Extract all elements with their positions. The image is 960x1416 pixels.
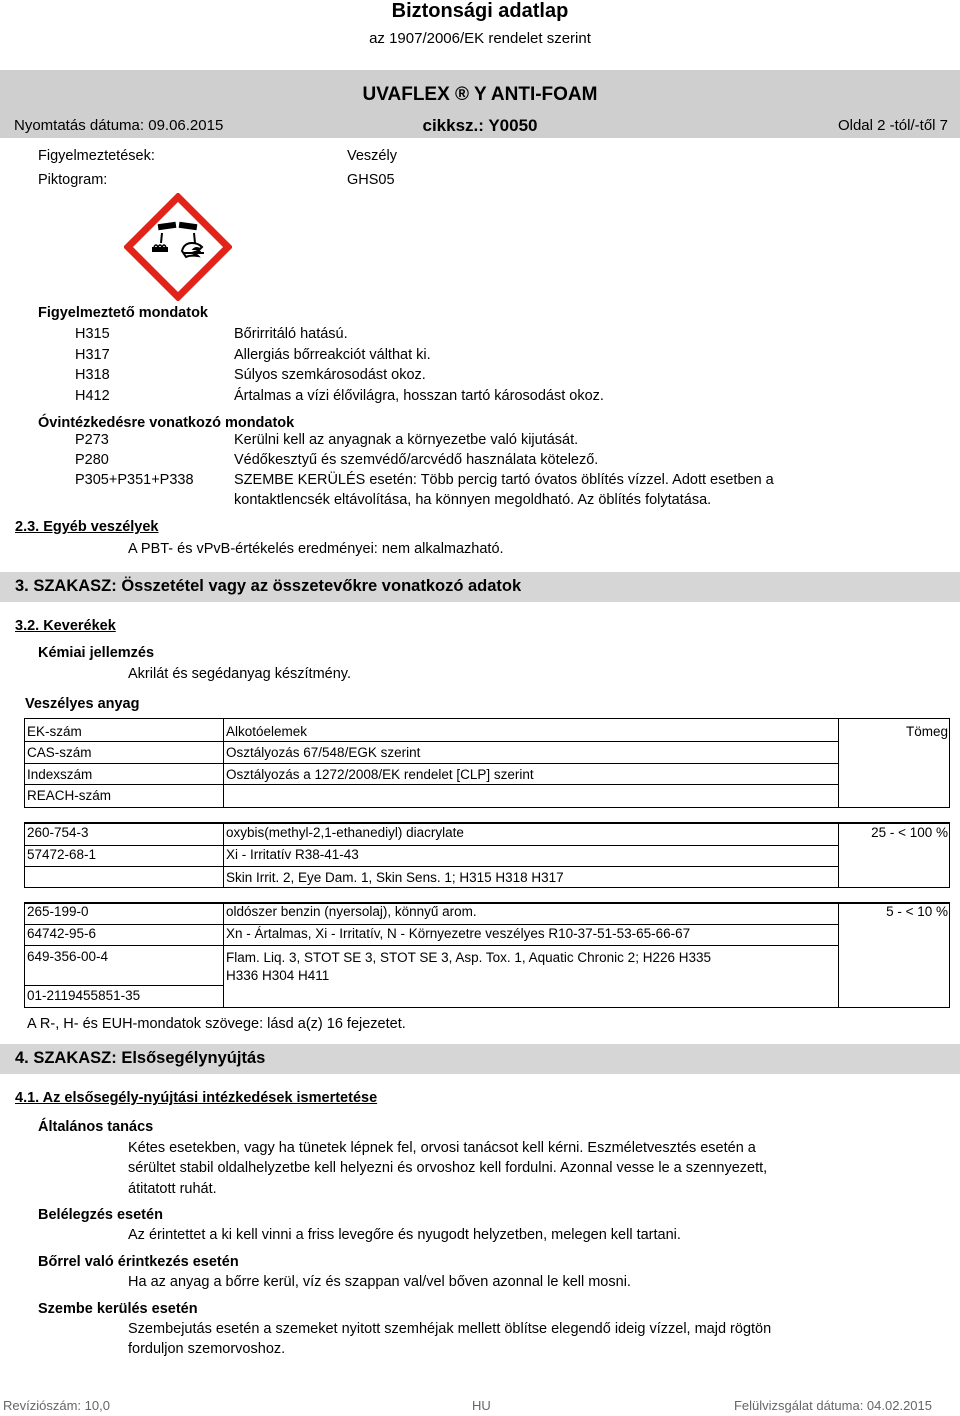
header-row-divider xyxy=(24,784,224,785)
print-date: Nyomtatás dátuma: 09.06.2015 xyxy=(14,117,224,134)
row1-cas-number: 57472-68-1 xyxy=(27,847,97,862)
row1-mass: 25 - < 100 % xyxy=(871,825,948,840)
eye-contact-title: Szembe kerülés esetén xyxy=(38,1301,198,1317)
language-code: HU xyxy=(472,1398,491,1413)
hazard-code: H315 xyxy=(75,326,110,342)
hazard-text: Allergiás bőrreakciót válthat ki. xyxy=(234,347,431,363)
eye-contact-line: forduljon szemorvoshoz. xyxy=(128,1341,286,1357)
row1-divider xyxy=(24,845,839,846)
header-ec-number: EK-szám xyxy=(27,724,82,739)
row2-ec-number: 265-199-0 xyxy=(27,904,89,919)
header-mass: Tömeg xyxy=(905,724,948,739)
precautionary-title: Óvintézkedésre vonatkozó mondatok xyxy=(38,415,295,431)
pictogram-label: Piktogram: xyxy=(38,172,108,188)
mixtures-title: 3.2. Keverékek xyxy=(15,618,116,634)
hazard-statements-title: Figyelmeztető mondatok xyxy=(38,305,208,321)
pictogram-value: GHS05 xyxy=(347,172,395,188)
header-cas-number: CAS-szám xyxy=(27,745,92,760)
row2-component-name: oldószer benzin (nyersolaj), könnyű arom. xyxy=(226,904,477,919)
general-advice-line: átitatott ruhát. xyxy=(128,1181,217,1197)
skin-contact-text: Ha az anyag a bőrre kerül, víz és szappan val/vel bőven azonnal le kell mosni. xyxy=(128,1274,631,1290)
precaution-code: P305+P351+P338 xyxy=(75,472,194,488)
section-4-band xyxy=(0,1044,960,1074)
precaution-text: Védőkesztyű és szemvédő/arcvédő használata kötelező. xyxy=(234,452,599,468)
revision-number: Revíziószám: 10,0 xyxy=(3,1398,110,1413)
header-components: Alkotóelemek xyxy=(226,724,308,739)
hazard-text: Súlyos szemkárosodást okoz. xyxy=(234,367,426,383)
row1-ec-number: 260-754-3 xyxy=(27,825,89,840)
row2-dsd-classification: Xn - Ártalmas, Xi - Irritatív, N - Környezetre veszélyes R10-37-51-53-65-66-67 xyxy=(226,926,691,941)
document-subtitle: az 1907/2006/EK rendelet szerint xyxy=(369,30,591,47)
precaution-text-continued: kontaktlencsék eltávolítása, ha könnyen megoldható. Az öblítés folytatása. xyxy=(234,492,712,508)
hazard-code: H317 xyxy=(75,347,110,363)
first-aid-measures-title: 4.1. Az elsősegély-nyújtási intézkedések ismertetése xyxy=(15,1090,378,1106)
signal-word-value: Veszély xyxy=(347,148,397,164)
page-number: Oldal 2 -tól/-től 7 xyxy=(837,117,948,134)
other-hazards-title: 2.3. Egyéb veszélyek xyxy=(15,519,159,535)
skin-contact-title: Bőrrel való érintkezés esetén xyxy=(38,1254,239,1270)
row2-top-border xyxy=(24,902,950,904)
header-row-divider xyxy=(24,763,224,764)
section-3-title: 3. SZAKASZ: Összetétel vagy az összetevőkre vonatkozó adatok xyxy=(15,577,522,595)
header-row-divider xyxy=(223,741,839,742)
general-advice-line: Kétes esetekben, vagy ha tünetek lépnek fel, orvosi tanácsot kell kérni. Eszméletvesztés esetén a xyxy=(128,1140,756,1156)
header-row-divider xyxy=(223,763,839,764)
general-advice-title: Általános tanács xyxy=(38,1119,154,1135)
header-row-divider xyxy=(24,741,224,742)
chemical-characterization-text: Akrilát és segédanyag készítmény. xyxy=(128,666,351,682)
row1-dsd-classification: Xi - Irritatív R38-41-43 xyxy=(226,847,359,862)
row2-reach-number: 01-2119455851-35 xyxy=(27,988,141,1003)
inhalation-title: Belélegzés esetén xyxy=(38,1207,163,1223)
general-advice-line: sérültet stabil oldalhelyzetbe kell helyezni és orvoshoz kell fordulni. Azonnal vesse le a szennyezett, xyxy=(128,1160,768,1176)
statements-note: A R-, H- és EUH-mondatok szövege: lásd a(z) 16 fejezetet. xyxy=(27,1016,406,1032)
hazard-code: H318 xyxy=(75,367,110,383)
row2-divider xyxy=(24,945,839,946)
header-reach-number: REACH-szám xyxy=(27,788,112,803)
row2-clp-classification: Flam. Liq. 3, STOT SE 3, STOT SE 3, Asp. Tox. 1, Aquatic Chronic 2; H226 H335 xyxy=(226,950,711,965)
review-date: Felülvizsgálat dátuma: 04.02.2015 xyxy=(733,1398,932,1413)
row2-index-number: 649-356-00-4 xyxy=(27,949,109,964)
row2-mass: 5 - < 10 % xyxy=(886,904,948,919)
other-hazards-text: A PBT- és vPvB-értékelés eredményei: nem alkalmazható. xyxy=(128,541,504,557)
precaution-code: P280 xyxy=(75,452,109,468)
header-clp-classification: Osztályozás a 1272/2008/EK rendelet [CLP] szerint xyxy=(226,767,534,782)
precaution-text: SZEMBE KERÜLÉS esetén: Több percig tartó óvatos öblítés vízzel. Adott esetben a xyxy=(234,472,774,488)
row1-clp-classification: Skin Irrit. 2, Eye Dam. 1, Skin Sens. 1; H315 H318 H317 xyxy=(226,870,564,885)
signal-word-label: Figyelmeztetések: xyxy=(38,148,155,164)
hazard-code: H412 xyxy=(75,388,110,404)
row2-cas-number: 64742-95-6 xyxy=(27,926,97,941)
item-number: cikksz.: Y0050 xyxy=(422,116,538,135)
row1-top-border xyxy=(24,822,950,824)
hazard-text: Ártalmas a vízi élővilágra, hosszan tartó károsodást okoz. xyxy=(234,388,604,404)
product-name: UVAFLEX ® Y ANTI-FOAM xyxy=(362,84,598,105)
precaution-code: P273 xyxy=(75,432,109,448)
hazard-text: Bőrirritáló hatású. xyxy=(234,326,348,342)
row1-divider xyxy=(24,866,839,867)
hazardous-components-title: Veszélyes anyag xyxy=(25,696,140,712)
header-dsd-classification: Osztályozás 67/548/EGK szerint xyxy=(226,745,421,760)
eye-contact-line: Szembejutás esetén a szemeket nyitott szemhéjak mellett öblítse elegendő ideig vízzel, majd rögtön xyxy=(128,1321,772,1337)
inhalation-text: Az érintettet a ki kell vinni a friss levegőre és nyugodt helyzetben, melegen kell tartani. xyxy=(128,1227,681,1243)
header-index-number: Indexszám xyxy=(27,767,93,782)
row2-clp-classification-continued: H336 H304 H411 xyxy=(226,968,330,983)
document-title: Biztonsági adatlap xyxy=(391,0,569,22)
row2-divider xyxy=(24,924,839,925)
section-4-title: 4. SZAKASZ: Elsősegélynyújtás xyxy=(15,1049,266,1067)
corrosion-pictogram-icon xyxy=(124,193,232,301)
row1-component-name: oxybis(methyl-2,1-ethanediyl) diacrylate xyxy=(226,825,464,840)
chemical-characterization-title: Kémiai jellemzés xyxy=(38,645,155,661)
row2-divider xyxy=(24,985,224,986)
section-3-band xyxy=(0,572,960,602)
precaution-text: Kerülni kell az anyagnak a környezetbe való kijutását. xyxy=(234,432,579,448)
header-row-divider xyxy=(223,784,839,785)
